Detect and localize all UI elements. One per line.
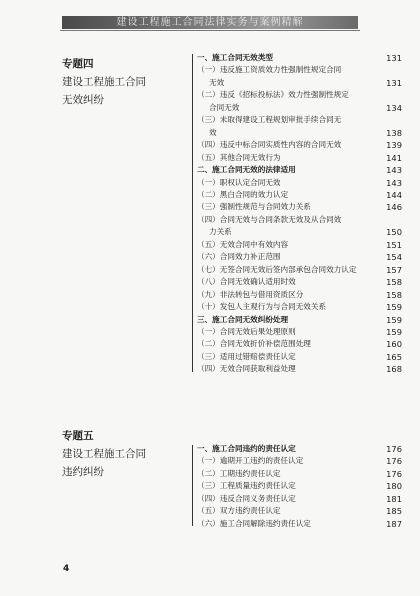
topic-title-line: 违约纠纷 — [62, 466, 104, 478]
toc-entry-title: 一、施工合同违约的责任认定 — [197, 444, 296, 453]
toc-entry-title: 效 — [209, 127, 217, 137]
toc-entry[interactable] — [192, 89, 402, 101]
toc-entry[interactable] — [192, 480, 402, 492]
toc-entry[interactable] — [192, 338, 402, 350]
toc-bracket-line — [192, 54, 193, 372]
topic-5-heading — [62, 429, 182, 481]
toc-entry[interactable] — [192, 239, 402, 251]
toc-entry-title: （一）职权认定合同无效 — [197, 177, 281, 187]
topic-4-heading — [62, 57, 182, 109]
toc-entry-page: 158 — [386, 277, 402, 288]
toc-entry[interactable] — [192, 214, 402, 226]
toc-entry-title: （三）工程质量违约责任认定 — [197, 481, 296, 491]
toc-entry-page: 176 — [386, 444, 402, 454]
toc-entry-page: 158 — [386, 289, 402, 300]
toc-entry-page: 151 — [386, 239, 402, 250]
toc-entry[interactable] — [192, 102, 402, 114]
toc-section-4 — [192, 52, 402, 376]
toc-entry-page: 131 — [386, 77, 402, 88]
toc-entry-title: （四）无效合同获取利益处理 — [197, 364, 296, 374]
toc-entry[interactable] — [192, 226, 402, 238]
toc-entry[interactable] — [192, 455, 402, 467]
toc-entry[interactable] — [192, 201, 402, 213]
toc-entry[interactable] — [192, 493, 402, 505]
toc-entry-title: （二）工期违约责任认定 — [197, 468, 281, 478]
toc-entry[interactable] — [192, 139, 402, 151]
topic-number: 专题四 — [62, 58, 94, 70]
toc-entry-title: （一）违反施工资质效力性强制性规定合同 — [197, 65, 342, 75]
toc-entry-title: （五）无效合同中有效内容 — [197, 239, 289, 249]
toc-entry[interactable] — [192, 189, 402, 201]
topic-title-line: 无效纠纷 — [62, 94, 104, 106]
toc-entry-page: 134 — [386, 102, 402, 113]
toc-entry[interactable] — [192, 301, 402, 313]
toc-entry-title: （二）合同无效折价补偿范围处理 — [197, 339, 311, 349]
toc-entry-title: （六）施工合同解除违约责任认定 — [197, 518, 311, 528]
toc-entry-page: 176 — [386, 468, 402, 479]
toc-entry-page: 150 — [386, 227, 402, 238]
toc-entry[interactable] — [192, 114, 402, 126]
toc-entry-page: 180 — [386, 481, 402, 492]
toc-entry-title: 无效 — [209, 77, 225, 87]
toc-entry[interactable] — [192, 177, 402, 189]
toc-entry-title: （八）合同无效确认适用时效 — [197, 277, 296, 287]
toc-entry-page: 138 — [386, 127, 402, 138]
toc-entry-page: 141 — [386, 152, 402, 163]
header-rule — [60, 30, 360, 31]
toc-entry-title: （九）非法转包与借用资质区分 — [197, 289, 304, 299]
topic-title-line: 建设工程施工合同 — [62, 76, 146, 88]
toc-entry-title: （一）合同无效后果处理原则 — [197, 326, 296, 336]
toc-entry-title: （二）违反《招标投标法》效力性强制性规定 — [197, 90, 349, 100]
toc-entry[interactable] — [192, 52, 402, 64]
toc-entry[interactable] — [192, 77, 402, 89]
header-banner: 建设工程施工合同法律实务与案例精解 — [62, 16, 358, 29]
toc-entries — [192, 52, 402, 376]
toc-entry-page: 159 — [386, 326, 402, 337]
toc-entry-page: 131 — [386, 53, 402, 63]
toc-entry-page: 154 — [386, 252, 402, 263]
toc-entry[interactable] — [192, 152, 402, 164]
toc-entry-page: 159 — [386, 314, 402, 325]
toc-entry[interactable] — [192, 251, 402, 263]
toc-entry[interactable] — [192, 505, 402, 517]
toc-entry-page: 159 — [386, 302, 402, 313]
toc-section-5 — [192, 443, 402, 530]
toc-entry[interactable] — [192, 351, 402, 363]
toc-entry-title: （三）未取得建设工程规划审批手续合同无 — [197, 115, 342, 125]
toc-entry[interactable] — [192, 289, 402, 301]
toc-entry-page: 181 — [386, 493, 402, 504]
toc-entry-title: （四）合同无效与合同条款无效及从合同效 — [197, 214, 342, 224]
toc-entry[interactable] — [192, 64, 402, 76]
toc-entry-page: 146 — [386, 202, 402, 213]
toc-entry-page: 157 — [386, 264, 402, 275]
toc-entry-title: （五）其他合同无效行为 — [197, 152, 281, 162]
toc-entry-title: 合同无效 — [209, 102, 240, 112]
toc-entry[interactable] — [192, 276, 402, 288]
toc-entry-title: （四）违反中标合同实质性内容的合同无效 — [197, 140, 342, 150]
toc-entry-page: 160 — [386, 339, 402, 350]
toc-entry-title: 一、施工合同无效类型 — [197, 53, 273, 62]
toc-bracket-line — [192, 445, 193, 526]
toc-entry-page: 165 — [386, 351, 402, 362]
toc-entry-title: 二、施工合同无效的法律适用 — [197, 165, 296, 175]
toc-entry-title: 力关系 — [209, 227, 232, 237]
toc-entry-title: （三）强制性规范与合同效力关系 — [197, 202, 311, 212]
toc-entry-page: 144 — [386, 189, 402, 200]
toc-entry[interactable] — [192, 468, 402, 480]
toc-entries — [192, 443, 402, 530]
toc-entry-title: （十）发包人主观行为与合同无效关系 — [197, 302, 327, 312]
toc-entry-title: （四）违反合同义务责任认定 — [197, 493, 296, 503]
toc-entry-page: 139 — [386, 140, 402, 151]
toc-entry-title: 三、施工合同无效纠纷处理 — [197, 314, 289, 324]
toc-entry[interactable] — [192, 363, 402, 375]
toc-entry-title: （六）合同效力补正范围 — [197, 252, 281, 262]
toc-entry-title: （三）适用过错赔偿责任认定 — [197, 351, 296, 361]
toc-entry-page: 143 — [386, 165, 402, 176]
toc-entry[interactable] — [192, 264, 402, 276]
toc-entry-title: （五）双方违约责任认定 — [197, 506, 281, 516]
toc-entry[interactable] — [192, 164, 402, 176]
toc-entry-page: 187 — [386, 518, 402, 529]
toc-entry[interactable] — [192, 443, 402, 455]
toc-entry[interactable] — [192, 326, 402, 338]
toc-entry-title: （七）无签合同无效后签内部承包合同效力认定 — [197, 264, 357, 274]
toc-entry-title: （二）黑白合同的效力认定 — [197, 189, 289, 199]
toc-entry[interactable] — [192, 518, 402, 530]
toc-entry[interactable] — [192, 314, 402, 326]
toc-entry[interactable] — [192, 127, 402, 139]
topic-number: 专题五 — [62, 430, 94, 442]
toc-entry-title: （一）逾期开工违约的责任认定 — [197, 456, 304, 466]
page-number: 4 — [63, 564, 70, 574]
toc-entry-page: 176 — [386, 456, 402, 467]
toc-entry-page: 168 — [386, 364, 402, 375]
topic-title-line: 建设工程施工合同 — [62, 448, 146, 460]
toc-entry-page: 185 — [386, 506, 402, 517]
toc-entry-page: 143 — [386, 177, 402, 188]
